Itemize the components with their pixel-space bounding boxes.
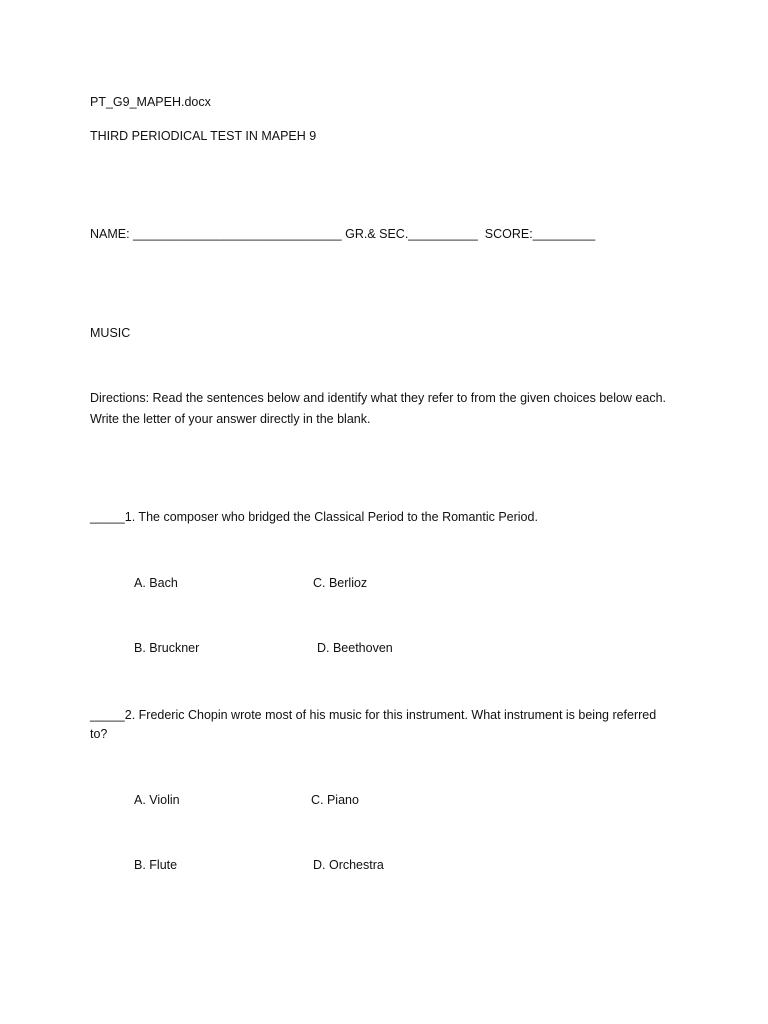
section-heading-music: MUSIC [90,326,131,340]
question-2-choice-b: B. Flute [134,858,178,872]
question-1-text: _____1. The composer who bridged the Classical Period to the Romantic Period. [90,510,538,524]
test-title: THIRD PERIODICAL TEST IN MAPEH 9 [90,129,317,143]
question-2-text-continued: to? [90,727,108,741]
student-info-line: NAME: ______________________________ GR.& SEC.__________ SCORE:_________ [90,227,596,241]
question-2-choice-c: C. Piano [311,793,359,807]
document-filename: PT_G9_MAPEH.docx [90,95,211,109]
question-2-choice-a: A. Violin [134,793,180,807]
directions-line-1: Directions: Read the sentences below and identify what they refer to from the given choices below each. [90,391,667,405]
question-2-choice-d: D. Orchestra [313,858,384,872]
question-1-choice-b: B. Bruckner [134,641,200,655]
question-1-choice-d: D. Beethoven [317,641,393,655]
question-1-choice-a: A. Bach [134,576,178,590]
question-2-text: _____2. Frederic Chopin wrote most of his music for this instrument. What instrument is being referred [90,708,657,722]
question-1-choice-c: C. Berlioz [313,576,368,590]
directions-line-2: Write the letter of your answer directly in the blank. [90,412,371,426]
